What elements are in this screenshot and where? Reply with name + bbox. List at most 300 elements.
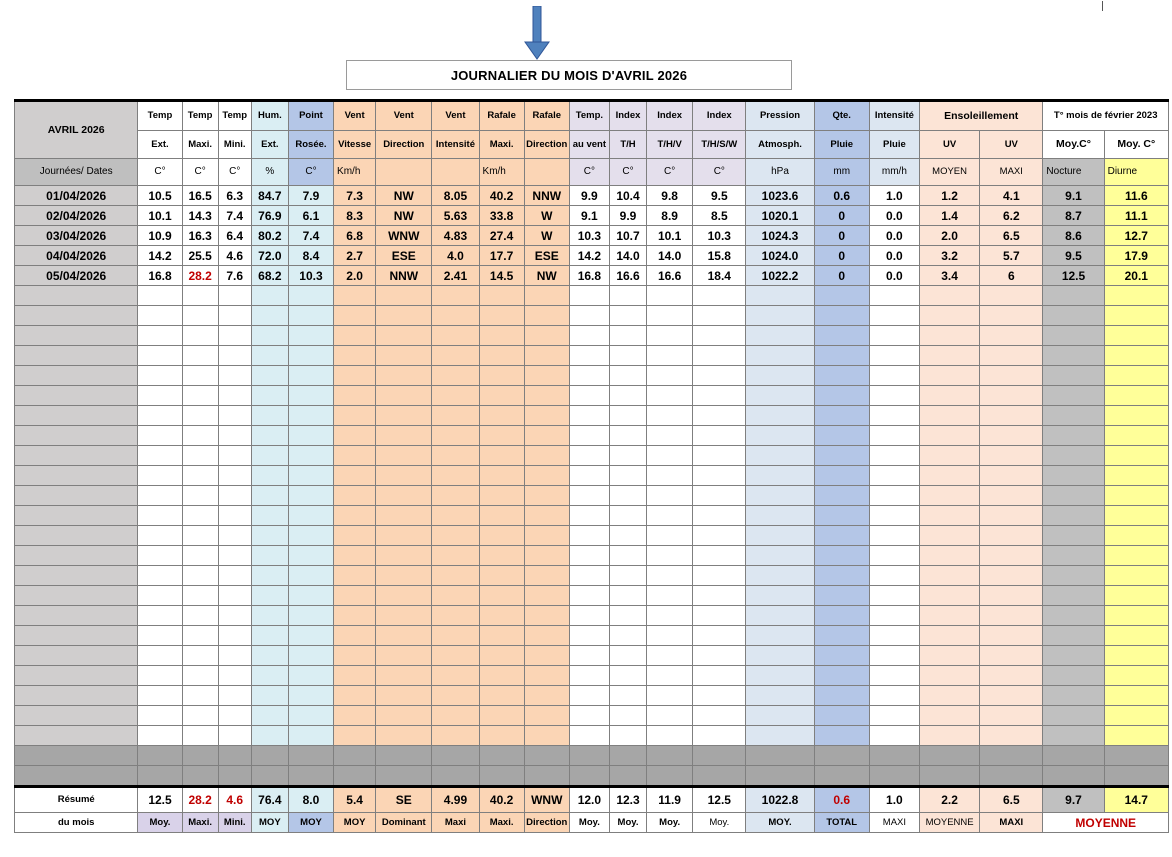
empty-cell bbox=[980, 706, 1043, 726]
month-label: AVRIL 2026 bbox=[15, 101, 138, 159]
empty-cell bbox=[919, 546, 979, 566]
value-cell: 27.4 bbox=[479, 226, 524, 246]
separator-cell bbox=[182, 766, 218, 787]
empty-cell bbox=[569, 666, 609, 686]
empty-cell bbox=[218, 706, 251, 726]
empty-cell bbox=[334, 666, 376, 686]
summary-caption: Dominant bbox=[376, 813, 432, 833]
value-cell: 10.3 bbox=[569, 226, 609, 246]
separator-cell bbox=[1104, 766, 1168, 787]
empty-cell bbox=[334, 626, 376, 646]
header-r2-7: Intensité bbox=[432, 131, 479, 159]
empty-cell bbox=[479, 566, 524, 586]
empty-cell bbox=[218, 426, 251, 446]
separator-cell bbox=[814, 746, 869, 766]
empty-cell bbox=[569, 426, 609, 446]
empty-cell bbox=[138, 306, 182, 326]
header-unit-19: Nocture bbox=[1043, 159, 1104, 186]
value-cell: 14.5 bbox=[479, 266, 524, 286]
empty-cell bbox=[1104, 466, 1168, 486]
empty-cell bbox=[288, 486, 333, 506]
value-cell: 0.0 bbox=[869, 266, 919, 286]
value-cell: 8.4 bbox=[288, 246, 333, 266]
empty-cell bbox=[1104, 306, 1168, 326]
empty-cell bbox=[609, 306, 646, 326]
header-unit-14: hPa bbox=[746, 159, 814, 186]
empty-cell bbox=[814, 566, 869, 586]
empty-cell bbox=[182, 546, 218, 566]
separator-cell bbox=[814, 766, 869, 787]
separator-cell bbox=[919, 746, 979, 766]
empty-cell bbox=[609, 486, 646, 506]
empty-date-cell bbox=[15, 586, 138, 606]
empty-cell bbox=[693, 426, 746, 446]
empty-cell bbox=[814, 646, 869, 666]
empty-cell bbox=[569, 566, 609, 586]
empty-cell bbox=[251, 286, 288, 306]
empty-cell bbox=[693, 406, 746, 426]
empty-cell bbox=[569, 366, 609, 386]
empty-cell bbox=[1104, 486, 1168, 506]
separator-cell bbox=[479, 766, 524, 787]
separator-cell bbox=[647, 766, 693, 787]
empty-cell bbox=[251, 306, 288, 326]
value-cell: 1022.2 bbox=[746, 266, 814, 286]
summary-value: 4.6 bbox=[218, 787, 251, 813]
empty-cell bbox=[609, 446, 646, 466]
empty-cell bbox=[693, 646, 746, 666]
empty-date-cell bbox=[15, 406, 138, 426]
empty-cell bbox=[869, 406, 919, 426]
empty-cell bbox=[693, 706, 746, 726]
empty-cell bbox=[251, 466, 288, 486]
empty-cell bbox=[746, 506, 814, 526]
separator-cell bbox=[569, 746, 609, 766]
empty-cell bbox=[1043, 686, 1104, 706]
empty-cell bbox=[609, 666, 646, 686]
value-cell: 4.0 bbox=[432, 246, 479, 266]
empty-cell bbox=[288, 726, 333, 746]
empty-cell bbox=[919, 626, 979, 646]
empty-cell bbox=[647, 366, 693, 386]
empty-cell bbox=[609, 346, 646, 366]
empty-cell bbox=[1043, 346, 1104, 366]
value-cell: 1024.3 bbox=[746, 226, 814, 246]
summary-caption: Moy. bbox=[569, 813, 609, 833]
empty-cell bbox=[524, 546, 569, 566]
separator-cell bbox=[980, 766, 1043, 787]
empty-cell bbox=[1043, 646, 1104, 666]
empty-cell bbox=[138, 686, 182, 706]
summary-value: 1022.8 bbox=[746, 787, 814, 813]
empty-cell bbox=[746, 666, 814, 686]
empty-cell bbox=[376, 466, 432, 486]
empty-cell bbox=[288, 566, 333, 586]
empty-row bbox=[15, 306, 1169, 326]
separator-cell bbox=[479, 746, 524, 766]
empty-date-cell bbox=[15, 566, 138, 586]
empty-cell bbox=[334, 726, 376, 746]
value-cell: 8.05 bbox=[432, 186, 479, 206]
empty-date-cell bbox=[15, 606, 138, 626]
empty-cell bbox=[746, 586, 814, 606]
empty-cell bbox=[288, 546, 333, 566]
value-cell: 0.0 bbox=[869, 246, 919, 266]
header-unit-7 bbox=[432, 159, 479, 186]
empty-cell bbox=[980, 626, 1043, 646]
empty-cell bbox=[182, 486, 218, 506]
empty-cell bbox=[569, 606, 609, 626]
empty-cell bbox=[746, 446, 814, 466]
empty-cell bbox=[869, 346, 919, 366]
empty-cell bbox=[1043, 586, 1104, 606]
summary-labels-row bbox=[15, 813, 1169, 833]
separator-cell bbox=[647, 746, 693, 766]
empty-cell bbox=[376, 406, 432, 426]
empty-cell bbox=[980, 366, 1043, 386]
empty-date-cell bbox=[15, 286, 138, 306]
empty-cell bbox=[1043, 386, 1104, 406]
empty-cell bbox=[432, 486, 479, 506]
header-ensoleillement: Ensoleillement bbox=[919, 101, 1042, 131]
empty-cell bbox=[432, 566, 479, 586]
empty-cell bbox=[980, 466, 1043, 486]
empty-cell bbox=[869, 546, 919, 566]
empty-cell bbox=[138, 526, 182, 546]
header-unit-12: C° bbox=[647, 159, 693, 186]
empty-cell bbox=[693, 286, 746, 306]
empty-cell bbox=[980, 326, 1043, 346]
empty-cell bbox=[182, 366, 218, 386]
empty-date-cell bbox=[15, 726, 138, 746]
empty-cell bbox=[746, 626, 814, 646]
empty-cell bbox=[479, 426, 524, 446]
summary-value: 12.5 bbox=[138, 787, 182, 813]
summary-caption: Maxi. bbox=[479, 813, 524, 833]
empty-cell bbox=[479, 626, 524, 646]
empty-cell bbox=[524, 306, 569, 326]
empty-cell bbox=[334, 366, 376, 386]
empty-cell bbox=[814, 606, 869, 626]
empty-cell bbox=[288, 506, 333, 526]
empty-row bbox=[15, 326, 1169, 346]
empty-cell bbox=[609, 686, 646, 706]
empty-cell bbox=[919, 666, 979, 686]
value-cell: 1020.1 bbox=[746, 206, 814, 226]
empty-cell bbox=[334, 486, 376, 506]
empty-cell bbox=[569, 646, 609, 666]
empty-cell bbox=[814, 686, 869, 706]
empty-cell bbox=[182, 346, 218, 366]
empty-cell bbox=[1104, 726, 1168, 746]
empty-row bbox=[15, 666, 1169, 686]
separator-cell bbox=[569, 766, 609, 787]
empty-cell bbox=[479, 446, 524, 466]
value-cell: 25.5 bbox=[182, 246, 218, 266]
empty-cell bbox=[288, 346, 333, 366]
empty-cell bbox=[1043, 566, 1104, 586]
value-cell: 6.2 bbox=[980, 206, 1043, 226]
empty-cell bbox=[251, 426, 288, 446]
value-cell: 9.9 bbox=[569, 186, 609, 206]
empty-cell bbox=[1104, 406, 1168, 426]
empty-row bbox=[15, 506, 1169, 526]
empty-cell bbox=[693, 566, 746, 586]
value-cell: 1.0 bbox=[869, 186, 919, 206]
header-unit-17: MOYEN bbox=[919, 159, 979, 186]
empty-cell bbox=[138, 646, 182, 666]
empty-cell bbox=[919, 726, 979, 746]
empty-cell bbox=[218, 526, 251, 546]
empty-row bbox=[15, 586, 1169, 606]
header-r2-2: Mini. bbox=[218, 131, 251, 159]
empty-cell bbox=[980, 446, 1043, 466]
empty-cell bbox=[524, 646, 569, 666]
header-r1-15: Qte. bbox=[814, 101, 869, 131]
value-cell: NW bbox=[376, 206, 432, 226]
empty-cell bbox=[524, 526, 569, 546]
empty-cell bbox=[218, 646, 251, 666]
value-cell: 7.6 bbox=[218, 266, 251, 286]
empty-cell bbox=[609, 466, 646, 486]
empty-cell bbox=[869, 286, 919, 306]
value-cell: 3.2 bbox=[919, 246, 979, 266]
empty-cell bbox=[746, 466, 814, 486]
value-cell: 8.7 bbox=[1043, 206, 1104, 226]
empty-cell bbox=[376, 546, 432, 566]
empty-cell bbox=[693, 506, 746, 526]
header-r1-11: Index bbox=[609, 101, 646, 131]
empty-cell bbox=[919, 506, 979, 526]
header-r1-12: Index bbox=[647, 101, 693, 131]
value-cell: 10.7 bbox=[609, 226, 646, 246]
empty-cell bbox=[334, 306, 376, 326]
empty-cell bbox=[138, 726, 182, 746]
header-r2-1: Maxi. bbox=[182, 131, 218, 159]
empty-cell bbox=[609, 566, 646, 586]
empty-cell bbox=[138, 626, 182, 646]
empty-cell bbox=[251, 626, 288, 646]
empty-cell bbox=[432, 366, 479, 386]
empty-cell bbox=[569, 546, 609, 566]
empty-cell bbox=[376, 306, 432, 326]
summary-value: 1.0 bbox=[869, 787, 919, 813]
empty-cell bbox=[919, 446, 979, 466]
empty-date-cell bbox=[15, 386, 138, 406]
empty-cell bbox=[524, 566, 569, 586]
empty-date-cell bbox=[15, 526, 138, 546]
empty-cell bbox=[479, 686, 524, 706]
empty-cell bbox=[693, 626, 746, 646]
value-cell: 76.9 bbox=[251, 206, 288, 226]
empty-cell bbox=[647, 386, 693, 406]
empty-cell bbox=[524, 706, 569, 726]
empty-cell bbox=[647, 566, 693, 586]
value-cell: 9.1 bbox=[1043, 186, 1104, 206]
empty-cell bbox=[980, 386, 1043, 406]
value-cell: 16.5 bbox=[182, 186, 218, 206]
value-cell: 10.3 bbox=[288, 266, 333, 286]
summary-value: 5.4 bbox=[334, 787, 376, 813]
empty-cell bbox=[980, 666, 1043, 686]
empty-cell bbox=[1043, 506, 1104, 526]
empty-cell bbox=[919, 346, 979, 366]
empty-cell bbox=[334, 326, 376, 346]
value-cell: 0.0 bbox=[869, 226, 919, 246]
empty-cell bbox=[334, 526, 376, 546]
empty-cell bbox=[479, 406, 524, 426]
empty-cell bbox=[746, 566, 814, 586]
empty-cell bbox=[746, 526, 814, 546]
separator-cell bbox=[218, 766, 251, 787]
empty-cell bbox=[479, 306, 524, 326]
empty-cell bbox=[1104, 626, 1168, 646]
summary-value: 0.6 bbox=[814, 787, 869, 813]
empty-cell bbox=[432, 526, 479, 546]
empty-cell bbox=[869, 486, 919, 506]
empty-cell bbox=[869, 726, 919, 746]
table-row bbox=[15, 186, 1169, 206]
date-cell: 01/04/2026 bbox=[15, 186, 138, 206]
empty-cell bbox=[479, 606, 524, 626]
empty-date-cell bbox=[15, 306, 138, 326]
empty-cell bbox=[746, 406, 814, 426]
empty-cell bbox=[334, 606, 376, 626]
empty-date-cell bbox=[15, 646, 138, 666]
value-cell: 9.5 bbox=[693, 186, 746, 206]
empty-cell bbox=[138, 286, 182, 306]
header-r2-8: Maxi. bbox=[479, 131, 524, 159]
value-cell: 3.4 bbox=[919, 266, 979, 286]
value-cell: NW bbox=[376, 186, 432, 206]
summary-caption: MOY bbox=[251, 813, 288, 833]
value-cell: 84.7 bbox=[251, 186, 288, 206]
empty-cell bbox=[218, 666, 251, 686]
empty-row bbox=[15, 366, 1169, 386]
empty-cell bbox=[1043, 406, 1104, 426]
empty-cell bbox=[609, 646, 646, 666]
header-unit-6 bbox=[376, 159, 432, 186]
empty-cell bbox=[693, 606, 746, 626]
empty-cell bbox=[746, 606, 814, 626]
empty-cell bbox=[182, 646, 218, 666]
value-cell: W bbox=[524, 206, 569, 226]
empty-cell bbox=[980, 346, 1043, 366]
empty-cell bbox=[569, 446, 609, 466]
header-t-fevrier: T° mois de février 2023 bbox=[1043, 101, 1169, 131]
empty-cell bbox=[569, 706, 609, 726]
empty-cell bbox=[693, 526, 746, 546]
table-row bbox=[15, 206, 1169, 226]
empty-cell bbox=[1104, 566, 1168, 586]
header-r1-14: Pression bbox=[746, 101, 814, 131]
empty-cell bbox=[919, 646, 979, 666]
empty-row bbox=[15, 486, 1169, 506]
empty-cell bbox=[182, 326, 218, 346]
header-r2-15: Pluie bbox=[814, 131, 869, 159]
separator-cell bbox=[218, 746, 251, 766]
empty-cell bbox=[432, 426, 479, 446]
empty-cell bbox=[376, 626, 432, 646]
empty-cell bbox=[218, 506, 251, 526]
summary-value: 40.2 bbox=[479, 787, 524, 813]
empty-cell bbox=[182, 626, 218, 646]
empty-cell bbox=[138, 326, 182, 346]
weather-table bbox=[14, 99, 1169, 833]
header-r2-18: UV bbox=[980, 131, 1043, 159]
header-r1-6: Vent bbox=[376, 101, 432, 131]
empty-cell bbox=[569, 306, 609, 326]
empty-cell bbox=[814, 346, 869, 366]
corner-mark bbox=[1102, 1, 1103, 11]
empty-cell bbox=[919, 306, 979, 326]
empty-cell bbox=[432, 286, 479, 306]
empty-cell bbox=[814, 526, 869, 546]
empty-cell bbox=[746, 546, 814, 566]
empty-cell bbox=[1104, 686, 1168, 706]
empty-cell bbox=[746, 686, 814, 706]
summary-caption: MAXI bbox=[980, 813, 1043, 833]
separator-cell bbox=[919, 766, 979, 787]
empty-row bbox=[15, 446, 1169, 466]
summary-value: 12.5 bbox=[693, 787, 746, 813]
empty-cell bbox=[869, 606, 919, 626]
empty-cell bbox=[524, 346, 569, 366]
separator-cell bbox=[693, 746, 746, 766]
value-cell: 6.8 bbox=[334, 226, 376, 246]
value-cell: 8.3 bbox=[334, 206, 376, 226]
empty-row bbox=[15, 526, 1169, 546]
empty-cell bbox=[980, 586, 1043, 606]
empty-cell bbox=[919, 706, 979, 726]
separator-cell bbox=[251, 746, 288, 766]
header-r1-5: Vent bbox=[334, 101, 376, 131]
empty-date-cell bbox=[15, 426, 138, 446]
summary-value: 8.0 bbox=[288, 787, 333, 813]
separator-cell bbox=[138, 766, 182, 787]
empty-cell bbox=[432, 606, 479, 626]
empty-cell bbox=[693, 686, 746, 706]
empty-cell bbox=[182, 306, 218, 326]
empty-cell bbox=[251, 326, 288, 346]
empty-cell bbox=[869, 326, 919, 346]
empty-cell bbox=[980, 306, 1043, 326]
empty-cell bbox=[251, 486, 288, 506]
empty-cell bbox=[869, 506, 919, 526]
header-r1-3: Hum. bbox=[251, 101, 288, 131]
value-cell: 9.1 bbox=[569, 206, 609, 226]
empty-cell bbox=[288, 686, 333, 706]
empty-cell bbox=[218, 446, 251, 466]
empty-cell bbox=[609, 366, 646, 386]
value-cell: 1.2 bbox=[919, 186, 979, 206]
summary-value: WNW bbox=[524, 787, 569, 813]
empty-cell bbox=[980, 566, 1043, 586]
empty-cell bbox=[251, 606, 288, 626]
header-r2-9: Direction bbox=[524, 131, 569, 159]
empty-cell bbox=[432, 326, 479, 346]
summary-caption: Moy. bbox=[609, 813, 646, 833]
separator-cell bbox=[1043, 766, 1104, 787]
empty-cell bbox=[647, 726, 693, 746]
header-unit-9 bbox=[524, 159, 569, 186]
separator-cell bbox=[138, 746, 182, 766]
empty-cell bbox=[218, 366, 251, 386]
value-cell: 10.4 bbox=[609, 186, 646, 206]
value-cell: 12.7 bbox=[1104, 226, 1168, 246]
header-unit-3: % bbox=[251, 159, 288, 186]
empty-cell bbox=[869, 446, 919, 466]
